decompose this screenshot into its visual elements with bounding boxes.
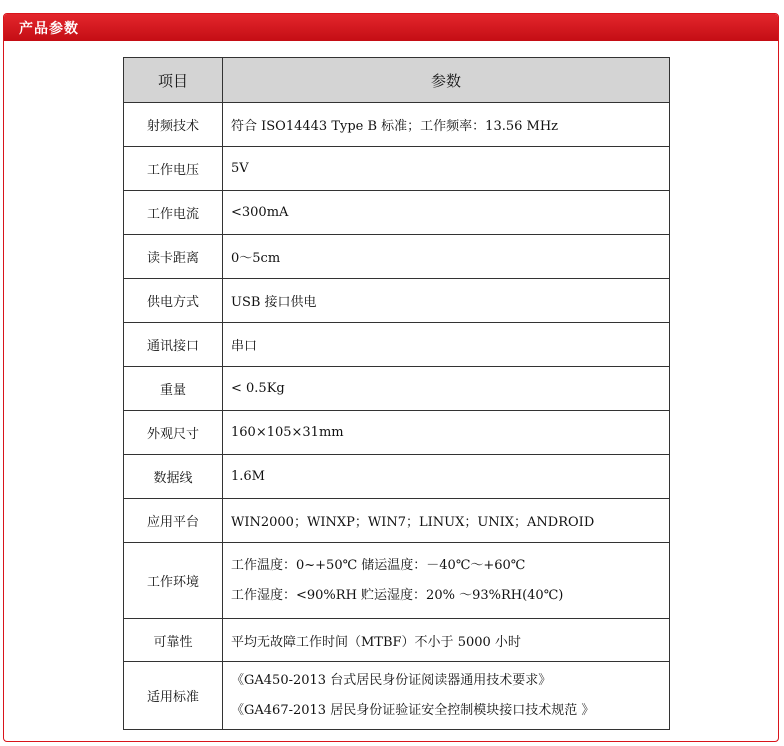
row-label: 可靠性 [124, 619, 223, 662]
row-label: 外观尺寸 [124, 411, 223, 455]
table-row [124, 235, 670, 279]
table-row [124, 103, 670, 147]
table-row [124, 367, 670, 411]
value-line: 《GA467-2013 居民身份证验证安全控制模块接口技术规范 》 [231, 702, 595, 718]
value-line: 《GA450-2013 台式居民身份证阅读器通用技术要求》 [231, 672, 552, 688]
table-row [124, 619, 670, 662]
section-header [4, 14, 778, 41]
table-row [124, 543, 670, 619]
row-value: 160×105×31mm [223, 411, 670, 455]
row-value: 串口 [223, 323, 670, 367]
row-label: 供电方式 [124, 279, 223, 323]
value-line: 工作温度：0~+50℃ 储运温度：－40℃～+60℃ [231, 557, 526, 573]
table-row [124, 147, 670, 191]
column-header-item: 项目 [124, 58, 223, 103]
row-label: 工作环境 [124, 543, 223, 619]
table-row [124, 191, 670, 235]
row-label: 工作电压 [124, 147, 223, 191]
section-title: 产品参数 [19, 21, 79, 37]
row-label: 通讯接口 [124, 323, 223, 367]
row-value: USB 接口供电 [223, 279, 670, 323]
table-row [124, 411, 670, 455]
row-value: 符合 ISO14443 Type B 标准；工作频率：13.56 MHz [223, 103, 670, 147]
row-value: < 0.5Kg [223, 367, 670, 411]
params-table [123, 57, 670, 730]
row-label: 工作电流 [124, 191, 223, 235]
row-value: WIN2000；WINXP；WIN7；LINUX；UNIX；ANDROID [223, 499, 670, 543]
row-value [223, 662, 670, 730]
column-header-param: 参数 [223, 58, 670, 103]
row-label: 读卡距离 [124, 235, 223, 279]
row-label: 应用平台 [124, 499, 223, 543]
row-label: 适用标准 [124, 662, 223, 730]
row-label: 射频技术 [124, 103, 223, 147]
row-value: 0～5cm [223, 235, 670, 279]
table-row [124, 455, 670, 499]
table-row [124, 662, 670, 730]
row-label: 重量 [124, 367, 223, 411]
row-value: <300mA [223, 191, 670, 235]
row-value: 5V [223, 147, 670, 191]
value-line: 工作湿度：<90%RH 贮运湿度：20% ～93%RH(40℃) [231, 587, 564, 603]
row-value: 1.6M [223, 455, 670, 499]
table-row [124, 323, 670, 367]
row-label: 数据线 [124, 455, 223, 499]
row-value [223, 543, 670, 619]
table-row [124, 499, 670, 543]
table-row [124, 279, 670, 323]
row-value: 平均无故障工作时间（MTBF）不小于 5000 小时 [223, 619, 670, 662]
